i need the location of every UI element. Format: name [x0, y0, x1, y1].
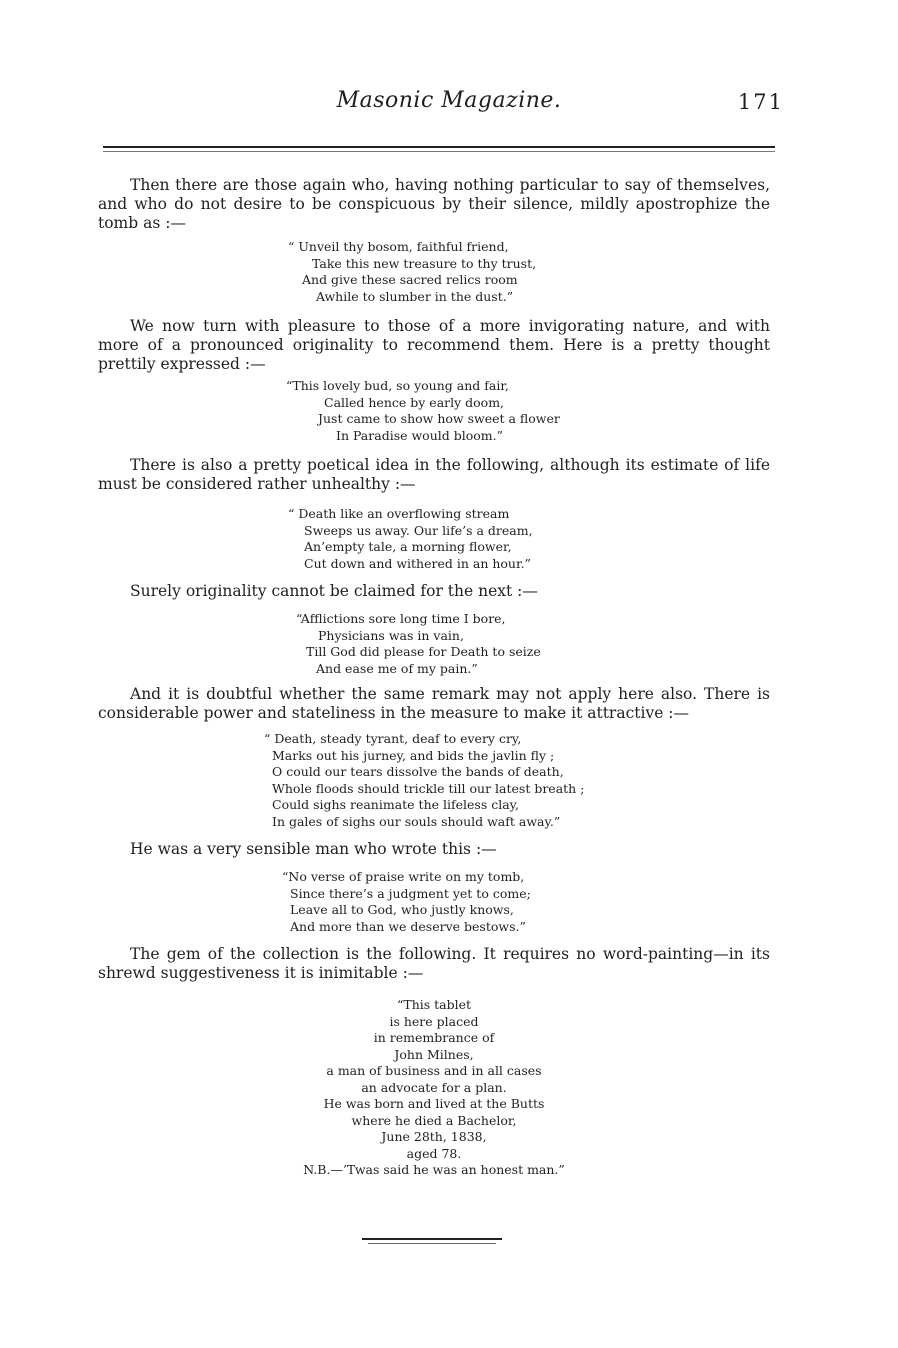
verse-line: Cut down and withered in an hour.”: [304, 555, 531, 571]
verse-line: Sweeps us away. Our life’s a dream,: [304, 522, 533, 538]
paragraph: Then there are those again who, having nothing particular to say of themselves, and who do not desire to be conspicuous by their silence, mildly apostrophize the tomb as :—: [98, 176, 770, 232]
verse-line: Just came to show how sweet a flower: [318, 411, 560, 426]
verse-line: “Afflictions sore long time I bore,: [296, 611, 506, 626]
verse-line: And more than we deserve bestows.”: [290, 918, 526, 934]
verse-line: an advocate for a plan.: [361, 1079, 507, 1095]
verse-line: Could sighs reanimate the lifeless clay,: [272, 797, 520, 812]
end-rule-thin: [368, 1243, 496, 1244]
paragraph: Surely originality cannot be claimed for the next :—: [130, 582, 538, 600]
page-number: 171: [737, 90, 784, 114]
verse-line: “This lovely bud, so young and fair,: [286, 378, 509, 393]
verse-line: is here placed: [389, 1013, 479, 1029]
verse-line: in remembrance of: [373, 1030, 495, 1045]
verse-line: “ Death like an overflowing stream: [288, 506, 510, 521]
verse-stanza: [288, 239, 770, 305]
verse-line: John Milnes,: [394, 1046, 474, 1062]
verse-line: Leave all to God, who justly knows,: [290, 902, 514, 917]
verse-line: Marks out his jurney, and bids the javlin fly ;: [272, 747, 555, 763]
verse-line: “ Death, steady tyrant, deaf to every cry,: [264, 731, 522, 746]
paragraph: And it is doubtful whether the same remark may not apply here also. There is considerable power and stateliness in the measure to make it attractive :—: [98, 685, 770, 722]
verse-line: In gales of sighs our souls should waft away.”: [272, 813, 561, 829]
verse-line: An’empty tale, a morning flower,: [304, 539, 512, 554]
verse-line: And give these sacred relics room: [302, 272, 518, 287]
verse-line: Take this new treasure to thy trust,: [312, 255, 537, 271]
verse-line: Since there’s a judgment yet to come;: [290, 885, 531, 901]
verse-line: Called hence by early doom,: [324, 394, 505, 410]
verse-line: Awhile to slumber in the dust.”: [316, 288, 514, 304]
verse-line: “This tablet: [396, 997, 472, 1012]
article-body: [98, 176, 770, 1179]
end-rule: [362, 1238, 502, 1240]
paragraph: There is also a pretty poetical idea in the following, although its estimate of life must be considered rather unhealthy :—: [98, 456, 770, 493]
verse-line: Till God did please for Death to seize: [306, 644, 541, 659]
verse-line: “ Unveil thy bosom, faithful friend,: [288, 239, 509, 254]
header-rule: [103, 146, 775, 148]
verse-line: where he died a Bachelor,: [351, 1112, 517, 1128]
epitaph: [278, 997, 590, 1179]
verse-stanza: [264, 731, 770, 830]
verse-stanza: [286, 378, 770, 444]
paragraph: He was a very sensible man who wrote this :—: [130, 840, 497, 858]
verse-stanza: [288, 506, 770, 572]
verse-line: In Paradise would bloom.”: [336, 427, 503, 443]
verse-line: And ease me of my pain.”: [316, 660, 478, 676]
verse-line: Whole floods should trickle till our latest breath ;: [272, 780, 585, 796]
verse-line: Physicians was in vain,: [318, 627, 464, 643]
verse-line: June 28th, 1838,: [381, 1129, 487, 1144]
header-rule-thin: [103, 151, 775, 152]
verse-line: O could our tears dissolve the bands of death,: [272, 764, 564, 779]
page-header: [0, 88, 898, 124]
verse-line: a man of business and in all cases: [326, 1063, 542, 1078]
verse-stanza: [296, 611, 770, 677]
running-title: Masonic Magazine.: [336, 88, 562, 113]
verse-line: aged 78.: [406, 1145, 462, 1161]
verse-line: N.B.—’Twas said he was an honest man.”: [303, 1162, 565, 1177]
verse-line: “No verse of praise write on my tomb,: [282, 869, 525, 884]
verse-stanza: [282, 869, 770, 935]
paragraph: The gem of the collection is the following. It requires no word-painting—in its shrewd suggestiveness it is inimitable :—: [98, 945, 770, 982]
verse-line: He was born and lived at the Butts: [323, 1096, 545, 1111]
paragraph: We now turn with pleasure to those of a more invigorating nature, and with more of a pronounced originality to recommend them. Here is a pretty thought prettily expressed :—: [98, 317, 770, 373]
